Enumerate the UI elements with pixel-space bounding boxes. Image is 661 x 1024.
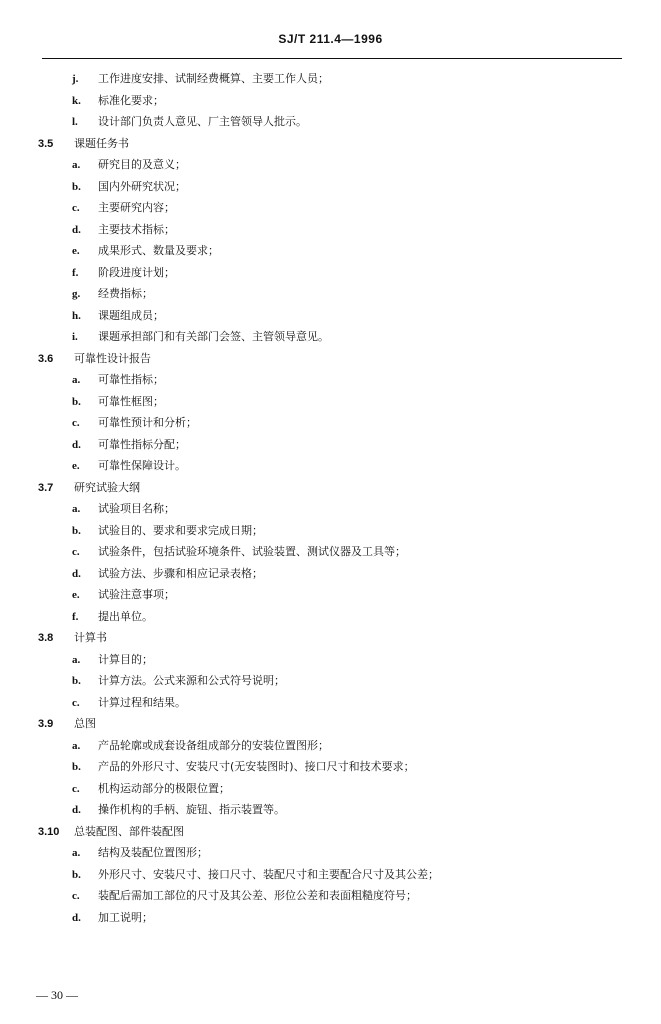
section-heading xyxy=(0,627,661,649)
item-text: 可靠性框图； xyxy=(98,394,164,408)
list-item xyxy=(0,391,661,413)
list-item xyxy=(0,240,661,262)
item-text: 试验目的、要求和要求完成日期； xyxy=(98,523,263,537)
list-item xyxy=(0,326,661,348)
list-item xyxy=(0,498,661,520)
item-letter: e. xyxy=(72,589,80,601)
item-letter: b. xyxy=(72,675,81,687)
section-title: 总图 xyxy=(74,717,96,730)
item-text: 标准化要求； xyxy=(98,93,164,107)
list-item xyxy=(0,670,661,692)
section-heading xyxy=(0,821,661,843)
list-item xyxy=(0,907,661,929)
list-item xyxy=(0,778,661,800)
section-title: 研究试验大纲 xyxy=(74,480,140,494)
item-text: 试验条件，包括试验环境条件、试验装置、测试仪器及工具等； xyxy=(98,545,406,558)
header-rule xyxy=(42,58,622,59)
list-item xyxy=(0,541,661,563)
item-text: 产品的外形尺寸、安装尺寸(无安装图时)、接口尺寸和技术要求； xyxy=(98,760,415,773)
item-letter: c. xyxy=(72,890,80,902)
item-letter: l. xyxy=(72,116,78,128)
section-number: 3.6 xyxy=(38,352,54,365)
section-number: 3.10 xyxy=(38,825,60,838)
item-letter: a. xyxy=(72,847,81,859)
item-letter: d. xyxy=(72,804,81,816)
list-item xyxy=(0,68,661,90)
page-number: — 30 — xyxy=(36,988,78,1002)
list-item xyxy=(0,606,661,628)
item-text: 工作进度安排、试制经费概算、主要工作人员； xyxy=(98,72,329,85)
item-text: 试验项目名称； xyxy=(98,502,175,515)
list-item xyxy=(0,434,661,456)
section-number: 3.9 xyxy=(38,718,54,730)
item-letter: c. xyxy=(72,546,80,558)
item-letter: a. xyxy=(72,159,81,171)
item-text: 可靠性保障设计。 xyxy=(98,459,186,472)
list-item xyxy=(0,369,661,391)
list-item xyxy=(0,885,661,907)
section-number: 3.7 xyxy=(38,481,54,494)
item-text: 课题组成员； xyxy=(98,308,164,322)
list-item xyxy=(0,111,661,133)
item-text: 结构及装配位置图形； xyxy=(98,846,208,859)
list-item xyxy=(0,520,661,542)
list-item xyxy=(0,197,661,219)
item-text: 可靠性指标分配； xyxy=(98,437,186,451)
item-text: 主要研究内容； xyxy=(98,201,175,214)
section-heading xyxy=(0,477,661,499)
item-text: 产品轮廓或成套设备组成部分的安装位置图形； xyxy=(98,738,329,752)
item-letter: b. xyxy=(72,524,81,537)
section-heading xyxy=(0,133,661,155)
list-item xyxy=(0,176,661,198)
section-number: 3.5 xyxy=(38,137,54,150)
item-letter: b. xyxy=(72,761,81,773)
item-letter: e. xyxy=(72,245,80,257)
section-heading xyxy=(0,348,661,370)
list-item xyxy=(0,455,661,477)
item-letter: b. xyxy=(72,180,81,193)
item-letter: d. xyxy=(72,911,81,924)
list-item xyxy=(0,262,661,284)
item-letter: g. xyxy=(72,288,81,300)
item-text: 设计部门负责人意见、厂主管领导人批示。 xyxy=(98,115,307,128)
item-text: 可靠性指标； xyxy=(98,373,164,386)
item-letter: d. xyxy=(72,223,81,236)
section-title: 课题任务书 xyxy=(74,136,129,150)
item-letter: k. xyxy=(72,94,81,107)
item-text: 课题承担部门和有关部门会签、主管领导意见。 xyxy=(98,330,329,343)
item-text: 主要技术指标； xyxy=(98,222,175,236)
item-letter: j. xyxy=(72,73,79,85)
list-item xyxy=(0,154,661,176)
item-letter: c. xyxy=(72,782,80,795)
list-item xyxy=(0,842,661,864)
list-item xyxy=(0,584,661,606)
document-body xyxy=(0,68,661,928)
section-title: 总装配图、部件装配图 xyxy=(74,824,184,838)
item-text: 经费指标； xyxy=(98,287,153,300)
item-text: 试验方法、步骤和相应记录表格； xyxy=(98,566,263,580)
list-item xyxy=(0,649,661,671)
list-item xyxy=(0,305,661,327)
list-item xyxy=(0,412,661,434)
item-letter: i. xyxy=(72,331,78,343)
item-letter: a. xyxy=(72,374,81,386)
list-item xyxy=(0,756,661,778)
item-text: 可靠性预计和分析； xyxy=(98,416,197,429)
item-letter: b. xyxy=(72,395,81,408)
item-letter: c. xyxy=(72,202,80,214)
item-text: 研究目的及意义； xyxy=(98,158,186,171)
list-item xyxy=(0,563,661,585)
item-letter: a. xyxy=(72,653,81,666)
list-item xyxy=(0,735,661,757)
item-letter: a. xyxy=(72,503,81,515)
section-heading xyxy=(0,713,661,735)
item-text: 试验注意事项； xyxy=(98,588,175,601)
item-text: 外形尺寸、安装尺寸、接口尺寸、装配尺寸和主要配合尺寸及其公差； xyxy=(98,867,439,881)
item-text: 计算目的； xyxy=(98,652,153,666)
item-text: 加工说明； xyxy=(98,910,153,924)
item-letter: a. xyxy=(72,739,81,752)
list-item xyxy=(0,90,661,112)
item-letter: h. xyxy=(72,309,81,322)
item-text: 机构运动部分的极限位置； xyxy=(98,781,230,795)
list-item xyxy=(0,864,661,886)
list-item xyxy=(0,799,661,821)
list-item xyxy=(0,283,661,305)
list-item xyxy=(0,692,661,714)
item-text: 计算过程和结果。 xyxy=(98,695,186,709)
item-text: 装配后需加工部位的尺寸及其公差、形位公差和表面粗糙度符号； xyxy=(98,889,417,902)
item-letter: e. xyxy=(72,460,80,472)
item-text: 阶段进度计划； xyxy=(98,265,175,279)
item-text: 国内外研究状况； xyxy=(98,179,186,193)
item-letter: f. xyxy=(72,266,79,279)
item-text: 提出单位。 xyxy=(98,609,153,623)
item-letter: c. xyxy=(72,696,80,709)
item-text: 成果形式、数量及要求； xyxy=(98,244,219,257)
item-text: 操作机构的手柄、旋钮、指示装置等。 xyxy=(98,803,285,816)
item-letter: b. xyxy=(72,868,81,881)
item-letter: d. xyxy=(72,567,81,580)
item-text: 计算方法。公式来源和公式符号说明； xyxy=(98,674,285,687)
item-letter: f. xyxy=(72,610,79,623)
list-item xyxy=(0,219,661,241)
item-letter: d. xyxy=(72,438,81,451)
item-letter: c. xyxy=(72,417,80,429)
section-title: 计算书 xyxy=(74,631,107,644)
document-code-header: SJ/T 211.4—1996 xyxy=(278,32,383,46)
section-number: 3.8 xyxy=(38,632,54,644)
section-title: 可靠性设计报告 xyxy=(74,351,151,365)
